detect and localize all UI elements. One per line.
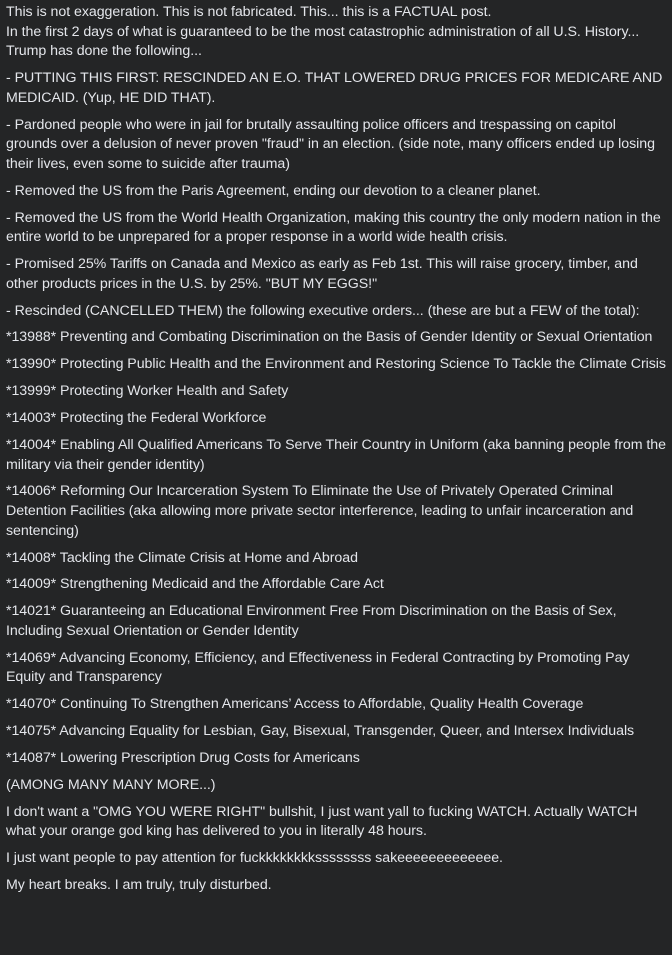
post-item-tariffs: - Promised 25% Tariffs on Canada and Mexico as early as Feb 1st. This will raise grocery, timber, and other products prices in the U.S. by 25%. "BUT MY EGGS!" [6, 256, 642, 292]
post-closing-attention: I just want people to pay attention for fuckkkkkkkkssssssss sakeeeeeeeeeeeee. [6, 850, 503, 867]
executive-order-14075: *14075* Advancing Equality for Lesbian, Gay, Bisexual, Transgender, Queer, and Intersex Individuals [6, 723, 635, 740]
executive-order-14008: *14008* Tackling the Climate Crisis at Home and Abroad [6, 549, 358, 566]
post-item-who: - Removed the US from the World Health Organization, making this country the only modern nation in the entire world to be unprepared for a proper response in a world wide health crisis. [6, 209, 665, 246]
post-closing-heart: My heart breaks. I am truly, truly disturbed. [6, 877, 272, 894]
post-closing-watch: I don't want a "OMG YOU WERE RIGHT" bullshit, I just want yall to fucking WATCH. Actually WATCH what your orange god king has delivered to you in literally 48 hours. [6, 803, 642, 840]
post-item-rescinded-orders: - Rescinded (CANCELLED THEM) the following executive orders... (these are but a FEW of the total): [6, 302, 640, 319]
post-item-paris-agreement: - Removed the US from the Paris Agreement, ending our devotion to a cleaner planet. [6, 182, 541, 199]
executive-order-13999: *13999* Protecting Worker Health and Safety [6, 383, 289, 400]
post-many-more: (AMONG MANY MANY MORE...) [6, 776, 216, 793]
post-item-pardons: - Pardoned people who were in jail for brutally assaulting police officers and trespassing on capitol grounds over a delusion of never proven "fraud" in an election. (side note, many officers ended up losing their lives, even some to suicide after trauma) [6, 116, 659, 172]
executive-order-14006: *14006* Reforming Our Incarceration System To Eliminate the Use of Privately Operated Criminal Detention Facilities (aka allowing more private sector interference, leading to unfair incarceration and sentencing) [6, 483, 638, 539]
executive-order-14069: *14069* Advancing Economy, Efficiency, and Effectiveness in Federal Contracting by Promoting Pay Equity and Transparency [6, 649, 634, 686]
executive-order-14070: *14070* Continuing To Strengthen Americans’ Access to Affordable, Quality Health Coverage [6, 696, 584, 713]
post-item-drug-prices: - PUTTING THIS FIRST: RESCINDED AN E.O. THAT LOWERED DRUG PRICES FOR MEDICARE AND MEDICAID. (Yup, HE DID THAT). [6, 70, 667, 106]
post-body [6, 3, 670, 903]
executive-order-14009: *14009* Strengthening Medicaid and the Affordable Care Act [6, 576, 384, 593]
executive-order-13990: *13990* Protecting Public Health and the Environment and Restoring Science To Tackle the Climate Crisis [6, 356, 666, 373]
post-intro: This is not exaggeration. This is not fabricated. This... this is a FACTUAL post. In the first 2 days of what is guaranteed to be the most catastrophic administration of all U.S. History... Trump has done the following... [6, 4, 640, 60]
executive-order-14087: *14087* Lowering Prescription Drug Costs for Americans [6, 750, 360, 767]
executive-order-13988: *13988* Preventing and Combating Discrimination on the Basis of Gender Identity or Sexual Orientation [6, 329, 653, 346]
executive-order-14004: *14004* Enabling All Qualified Americans To Serve Their Country in Uniform (aka banning people from the military via their gender identity) [6, 436, 670, 473]
executive-order-14021: *14021* Guaranteeing an Educational Environment Free From Discrimination on the Basis of Sex, Including Sexual Orientation or Gender Identity [6, 603, 621, 639]
executive-order-14003: *14003* Protecting the Federal Workforce [6, 410, 267, 427]
